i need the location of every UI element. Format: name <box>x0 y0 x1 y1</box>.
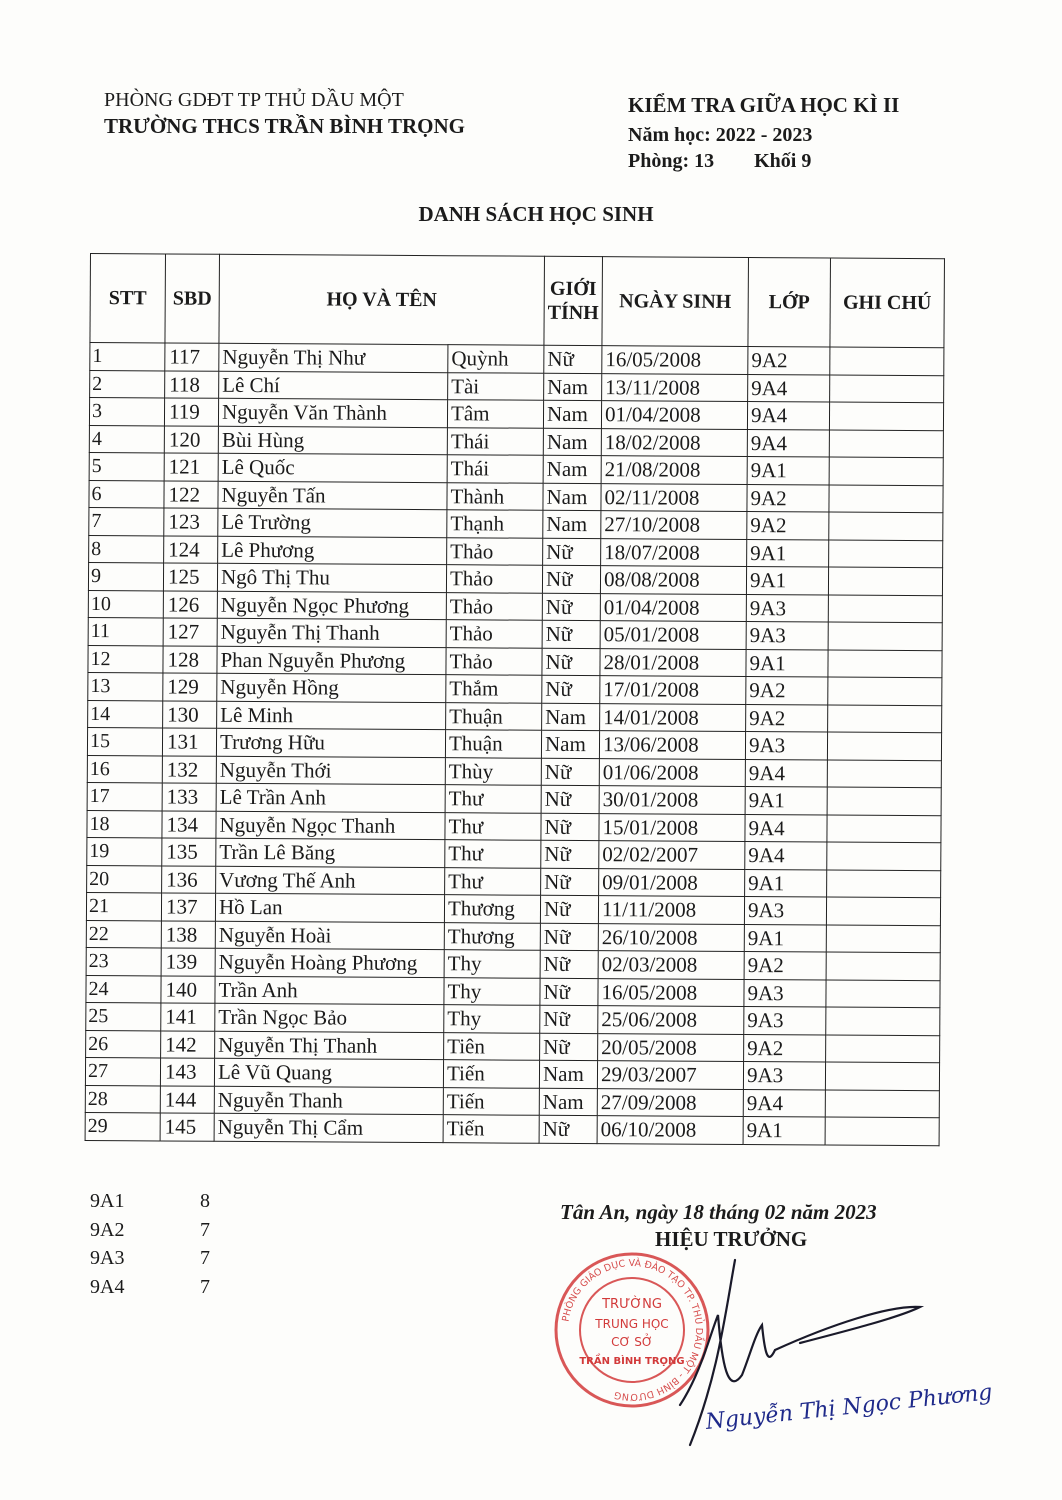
cell-sbd: 117 <box>165 343 219 371</box>
cell-class: 9A3 <box>745 732 827 760</box>
cell-surname: Nguyễn Thới <box>216 756 445 785</box>
cell-dob: 15/01/2008 <box>599 813 745 841</box>
cell-class: 9A2 <box>747 512 829 540</box>
cell-stt: 6 <box>89 480 164 508</box>
cell-stt: 3 <box>89 398 164 426</box>
cell-surname: Lê Chí <box>219 371 448 400</box>
cell-given-name: Thương <box>444 922 540 950</box>
cell-given-name: Thái <box>447 455 543 483</box>
cell-dob: 30/01/2008 <box>599 786 745 814</box>
cell-note <box>829 402 943 430</box>
cell-given-name: Thảo <box>446 620 542 648</box>
cell-gender: Nữ <box>542 593 600 621</box>
stamp-line-3: CƠ SỞ <box>611 1335 653 1349</box>
cell-gender: Nữ <box>541 813 599 841</box>
cell-gender: Nam <box>541 730 599 758</box>
signature-block <box>560 1200 920 1252</box>
cell-note <box>829 512 943 540</box>
cell-note <box>826 952 940 980</box>
cell-sbd: 121 <box>164 453 218 481</box>
stamp-line-1: TRƯỜNG <box>602 1297 662 1312</box>
cell-gender: Nữ <box>540 923 598 951</box>
cell-class: 9A2 <box>746 704 828 732</box>
cell-stt: 21 <box>86 892 161 920</box>
cell-stt: 24 <box>86 975 161 1003</box>
cell-sbd: 124 <box>164 535 218 563</box>
cell-dob: 18/07/2008 <box>601 538 747 566</box>
cell-dob: 02/03/2008 <box>598 951 744 979</box>
cell-dob: 01/06/2008 <box>599 758 745 786</box>
cell-gender: Nữ <box>541 868 599 896</box>
cell-stt: 5 <box>89 452 164 480</box>
cell-stt: 25 <box>86 1002 161 1030</box>
cell-dob: 09/01/2008 <box>599 868 745 896</box>
cell-note <box>830 375 944 403</box>
cell-dob: 27/09/2008 <box>597 1088 743 1116</box>
summary-class: 9A1 <box>90 1190 125 1212</box>
cell-gender: Nam <box>539 1060 597 1088</box>
cell-given-name: Thương <box>444 895 540 923</box>
cell-surname: Lê Vũ Quang <box>214 1058 443 1087</box>
cell-surname: Lê Trần Anh <box>216 783 445 812</box>
cell-given-name: Thuận <box>446 702 542 730</box>
cell-surname: Trần Lê Băng <box>216 838 445 867</box>
summary-row <box>90 1276 210 1305</box>
cell-note <box>828 705 942 733</box>
cell-stt: 16 <box>87 755 162 783</box>
cell-sbd: 137 <box>161 893 215 921</box>
cell-note <box>826 1035 940 1063</box>
cell-surname: Nguyễn Hồng <box>217 673 446 702</box>
cell-dob: 11/11/2008 <box>598 896 744 924</box>
cell-given-name: Thùy <box>445 757 541 785</box>
cell-dob: 26/10/2008 <box>598 923 744 951</box>
cell-gender: Nữ <box>539 1115 597 1143</box>
cell-class: 9A1 <box>747 457 829 485</box>
cell-gender: Nữ <box>542 620 600 648</box>
cell-gender: Nữ <box>542 565 600 593</box>
cell-given-name: Thảo <box>446 647 542 675</box>
cell-surname: Nguyễn Ngọc Phương <box>217 591 446 620</box>
cell-dob: 05/01/2008 <box>600 621 746 649</box>
cell-note <box>826 980 940 1008</box>
cell-gender: Nữ <box>541 840 599 868</box>
cell-note <box>827 760 941 788</box>
cell-stt: 28 <box>85 1085 160 1113</box>
cell-gender: Nam <box>543 428 601 456</box>
table-header-row <box>90 254 945 348</box>
cell-given-name: Tiến <box>443 1115 539 1143</box>
table-body <box>85 343 944 1146</box>
cell-given-name: Thư <box>445 812 541 840</box>
cell-stt: 17 <box>87 782 162 810</box>
cell-given-name: Thư <box>445 867 541 895</box>
cell-surname: Nguyễn Thanh <box>214 1086 443 1115</box>
document-title: DANH SÁCH HỌC SINH <box>418 202 654 226</box>
cell-class: 9A1 <box>745 869 827 897</box>
cell-stt: 20 <box>87 865 162 893</box>
cell-sbd: 135 <box>162 838 216 866</box>
cell-stt: 14 <box>88 700 163 728</box>
cell-dob: 16/05/2008 <box>602 346 748 374</box>
cell-note <box>828 650 942 678</box>
cell-gender: Nam <box>543 510 601 538</box>
cell-class: 9A4 <box>748 374 830 402</box>
cell-dob: 14/01/2008 <box>600 703 746 731</box>
cell-sbd: 140 <box>161 975 215 1003</box>
table-row <box>85 1112 939 1145</box>
grade-level: Khối 9 <box>754 150 812 172</box>
summary-row <box>90 1190 210 1219</box>
cell-sbd: 139 <box>161 948 215 976</box>
cell-stt: 27 <box>85 1057 160 1085</box>
cell-surname: Phan Nguyễn Phương <box>217 646 446 675</box>
cell-given-name: Tiên <box>444 1032 540 1060</box>
cell-class: 9A2 <box>744 1034 826 1062</box>
col-header-dob: NGÀY SINH <box>602 257 749 347</box>
cell-note <box>826 925 940 953</box>
cell-given-name: Tiến <box>443 1087 539 1115</box>
cell-given-name: Tâm <box>447 400 543 428</box>
cell-dob: 21/08/2008 <box>601 456 747 484</box>
cell-class: 9A1 <box>744 924 826 952</box>
cell-dob: 18/02/2008 <box>601 428 747 456</box>
cell-surname: Bùi Hùng <box>218 426 447 455</box>
cell-sbd: 145 <box>160 1113 214 1141</box>
cell-dob: 13/11/2008 <box>602 373 748 401</box>
cell-class: 9A2 <box>748 347 830 375</box>
cell-note <box>827 787 941 815</box>
cell-sbd: 142 <box>161 1030 215 1058</box>
cell-surname: Nguyễn Thị Thanh <box>217 618 446 647</box>
cell-class: 9A3 <box>744 979 826 1007</box>
cell-gender: Nữ <box>542 648 600 676</box>
cell-dob: 01/04/2008 <box>600 593 746 621</box>
cell-dob: 02/02/2007 <box>599 841 745 869</box>
cell-given-name: Thy <box>444 1005 540 1033</box>
cell-note <box>830 347 944 375</box>
cell-gender: Nam <box>543 400 601 428</box>
cell-class: 9A3 <box>746 622 828 650</box>
cell-surname: Hồ Lan <box>215 893 444 922</box>
cell-gender: Nữ <box>541 785 599 813</box>
cell-dob: 08/08/2008 <box>600 566 746 594</box>
cell-sbd: 118 <box>165 370 219 398</box>
cell-given-name: Thảo <box>446 592 542 620</box>
cell-class: 9A2 <box>747 484 829 512</box>
cell-class: 9A4 <box>743 1089 825 1117</box>
cell-sbd: 138 <box>161 920 215 948</box>
cell-gender: Nữ <box>540 950 598 978</box>
cell-surname: Nguyễn Ngọc Thanh <box>216 811 445 840</box>
cell-dob: 17/01/2008 <box>600 676 746 704</box>
cell-sbd: 136 <box>162 865 216 893</box>
col-header-stt: STT <box>90 254 166 343</box>
cell-sbd: 130 <box>163 700 217 728</box>
summary-count: 7 <box>200 1275 210 1298</box>
cell-stt: 26 <box>86 1030 161 1058</box>
cell-stt: 13 <box>88 672 163 700</box>
cell-sbd: 129 <box>163 673 217 701</box>
cell-dob: 06/10/2008 <box>597 1116 743 1144</box>
cell-class: 9A3 <box>744 1007 826 1035</box>
cell-gender: Nữ <box>541 758 599 786</box>
col-header-note: GHI CHÚ <box>830 258 945 348</box>
cell-sbd: 127 <box>163 618 217 646</box>
col-header-class: LỚP <box>748 258 831 347</box>
cell-given-name: Thái <box>447 427 543 455</box>
cell-note <box>828 567 942 595</box>
cell-given-name: Thư <box>445 840 541 868</box>
cell-surname: Nguyễn Tấn <box>218 481 447 510</box>
cell-given-name: Quỳnh <box>448 345 544 373</box>
school-year: Năm học: 2022 - 2023 <box>628 124 813 146</box>
col-header-sbd: SBD <box>165 254 220 343</box>
cell-gender: Nữ <box>542 675 600 703</box>
cell-dob: 13/06/2008 <box>599 731 745 759</box>
cell-stt: 9 <box>88 562 163 590</box>
cell-stt: 15 <box>87 727 162 755</box>
cell-surname: Nguyễn Thị Cẩm <box>214 1113 443 1142</box>
cell-sbd: 119 <box>164 398 218 426</box>
summary-count: 7 <box>200 1247 210 1269</box>
cell-class: 9A1 <box>747 539 829 567</box>
cell-class: 9A4 <box>747 402 829 430</box>
cell-gender: Nữ <box>543 538 601 566</box>
cell-sbd: 120 <box>164 425 218 453</box>
cell-class: 9A2 <box>746 677 828 705</box>
cell-given-name: Thư <box>445 785 541 813</box>
cell-surname: Lê Quốc <box>218 453 447 482</box>
cell-gender: Nữ <box>544 345 602 373</box>
cell-given-name: Thảo <box>447 537 543 565</box>
summary-row <box>90 1219 210 1248</box>
cell-dob: 28/01/2008 <box>600 648 746 676</box>
room-grade <box>628 149 899 173</box>
cell-surname: Lê Minh <box>217 701 446 730</box>
cell-note <box>827 815 941 843</box>
cell-class: 9A4 <box>747 429 829 457</box>
cell-gender: Nữ <box>540 1033 598 1061</box>
cell-given-name: Thy <box>444 977 540 1005</box>
cell-stt: 18 <box>87 810 162 838</box>
cell-gender: Nữ <box>540 895 598 923</box>
student-roster-table <box>85 253 945 1146</box>
cell-note <box>829 430 943 458</box>
cell-stt: 22 <box>86 920 161 948</box>
summary-row <box>90 1247 210 1276</box>
cell-stt: 2 <box>90 370 165 398</box>
cell-note <box>829 457 943 485</box>
cell-gender: Nam <box>544 373 602 401</box>
cell-note <box>826 1007 940 1035</box>
cell-given-name: Thảo <box>446 565 542 593</box>
cell-note <box>827 842 941 870</box>
cell-class: 9A4 <box>745 842 827 870</box>
cell-gender: Nam <box>539 1088 597 1116</box>
cell-stt: 4 <box>89 425 164 453</box>
cell-note <box>828 677 942 705</box>
cell-given-name: Thành <box>447 482 543 510</box>
cell-stt: 8 <box>89 535 164 563</box>
cell-sbd: 133 <box>162 783 216 811</box>
cell-note <box>825 1062 939 1090</box>
cell-surname: Trần Ngọc Bảo <box>215 1003 444 1032</box>
department-name: PHÒNG GDĐT TP THỦ DẦU MỘT <box>104 89 404 111</box>
cell-surname: Nguyễn Văn Thành <box>218 398 447 427</box>
cell-gender: Nam <box>543 455 601 483</box>
cell-sbd: 126 <box>163 590 217 618</box>
cell-stt: 12 <box>88 645 163 673</box>
cell-dob: 16/05/2008 <box>598 978 744 1006</box>
school-name: TRƯỜNG THCS TRẦN BÌNH TRỌNG <box>104 114 465 138</box>
cell-stt: 23 <box>86 947 161 975</box>
cell-surname: Nguyễn Thị Thanh <box>215 1031 444 1060</box>
cell-stt: 11 <box>88 617 163 645</box>
cell-gender: Nữ <box>540 978 598 1006</box>
cell-class: 9A3 <box>746 594 828 622</box>
summary-count: 8 <box>200 1190 210 1212</box>
cell-sbd: 128 <box>163 645 217 673</box>
signer-role: HIỆU TRƯỞNG <box>655 1227 808 1251</box>
exam-title: KIỂM TRA GIỮA HỌC KÌ II <box>628 93 900 117</box>
cell-class: 9A2 <box>744 952 826 980</box>
cell-note <box>828 595 942 623</box>
col-header-name: HỌ VÀ TÊN <box>219 254 545 345</box>
cell-given-name: Tài <box>448 372 544 400</box>
cell-stt: 19 <box>87 837 162 865</box>
cell-class: 9A1 <box>746 567 828 595</box>
cell-class: 9A1 <box>746 649 828 677</box>
cell-class: 9A4 <box>745 759 827 787</box>
cell-surname: Ngô Thị Thu <box>217 563 446 592</box>
cell-surname: Trương Hữu <box>216 728 445 757</box>
cell-given-name: Tiến <box>443 1060 539 1088</box>
cell-surname: Vương Thế Anh <box>216 866 445 895</box>
cell-gender: Nam <box>543 483 601 511</box>
issuer-header <box>104 88 465 138</box>
cell-gender: Nam <box>542 703 600 731</box>
cell-dob: 27/10/2008 <box>601 511 747 539</box>
cell-note <box>829 540 943 568</box>
cell-sbd: 143 <box>160 1058 214 1086</box>
cell-dob: 29/03/2007 <box>597 1061 743 1089</box>
exam-header <box>628 93 899 175</box>
cell-given-name: Thy <box>444 950 540 978</box>
exam-room: Phòng: 13 <box>628 150 715 172</box>
cell-sbd: 123 <box>164 508 218 536</box>
cell-sbd: 134 <box>162 810 216 838</box>
place-and-date: Tân An, ngày 18 tháng 02 năm 2023 <box>560 1200 877 1224</box>
cell-stt: 1 <box>90 343 165 371</box>
cell-sbd: 131 <box>162 728 216 756</box>
cell-gender: Nữ <box>540 1005 598 1033</box>
summary-class: 9A2 <box>90 1218 125 1241</box>
cell-note <box>828 622 942 650</box>
cell-surname: Nguyễn Thị Như <box>219 343 448 372</box>
cell-sbd: 144 <box>160 1085 214 1113</box>
cell-class: 9A3 <box>743 1062 825 1090</box>
cell-surname: Lê Phương <box>218 536 447 565</box>
cell-class: 9A3 <box>744 897 826 925</box>
cell-surname: Nguyễn Hoài <box>215 921 444 950</box>
cell-sbd: 141 <box>161 1003 215 1031</box>
cell-note <box>825 1117 939 1145</box>
cell-class: 9A1 <box>745 787 827 815</box>
class-count-summary <box>90 1190 210 1304</box>
cell-sbd: 122 <box>164 480 218 508</box>
summary-class: 9A4 <box>90 1275 125 1298</box>
cell-class: 9A4 <box>745 814 827 842</box>
cell-given-name: Thắm <box>446 675 542 703</box>
stamp-line-4: TRẦN BÌNH TRỌNG <box>579 1356 685 1367</box>
cell-surname: Lê Trường <box>218 508 447 537</box>
cell-note <box>825 1090 939 1118</box>
cell-dob: 25/06/2008 <box>598 1006 744 1034</box>
cell-class: 9A1 <box>743 1117 825 1145</box>
cell-stt: 7 <box>89 507 164 535</box>
cell-given-name: Thuận <box>445 730 541 758</box>
cell-note <box>829 485 943 513</box>
col-header-gender: GIỚI TÍNH <box>544 256 603 345</box>
summary-count: 7 <box>200 1218 210 1241</box>
cell-dob: 02/11/2008 <box>601 483 747 511</box>
cell-dob: 20/05/2008 <box>598 1033 744 1061</box>
cell-sbd: 132 <box>162 755 216 783</box>
cell-stt: 29 <box>85 1112 160 1140</box>
cell-given-name: Thạnh <box>447 510 543 538</box>
summary-class: 9A3 <box>90 1247 125 1269</box>
cell-note <box>827 732 941 760</box>
stamp-ring-text: PHÒNG GIÁO DỤC VÀ ĐÀO TẠO TP. THỦ DẦU MỘT - BÌNH DƯƠNG <box>560 1257 705 1403</box>
cell-sbd: 125 <box>163 563 217 591</box>
cell-stt: 10 <box>88 590 163 618</box>
cell-surname: Nguyễn Hoàng Phương <box>215 948 444 977</box>
cell-note <box>827 870 941 898</box>
signer-name: Nguyễn Thị Ngọc Phương <box>704 1380 994 1435</box>
stamp-line-2: TRUNG HỌC <box>595 1317 669 1331</box>
cell-surname: Trần Anh <box>215 976 444 1005</box>
cell-dob: 01/04/2008 <box>601 401 747 429</box>
cell-note <box>826 897 940 925</box>
